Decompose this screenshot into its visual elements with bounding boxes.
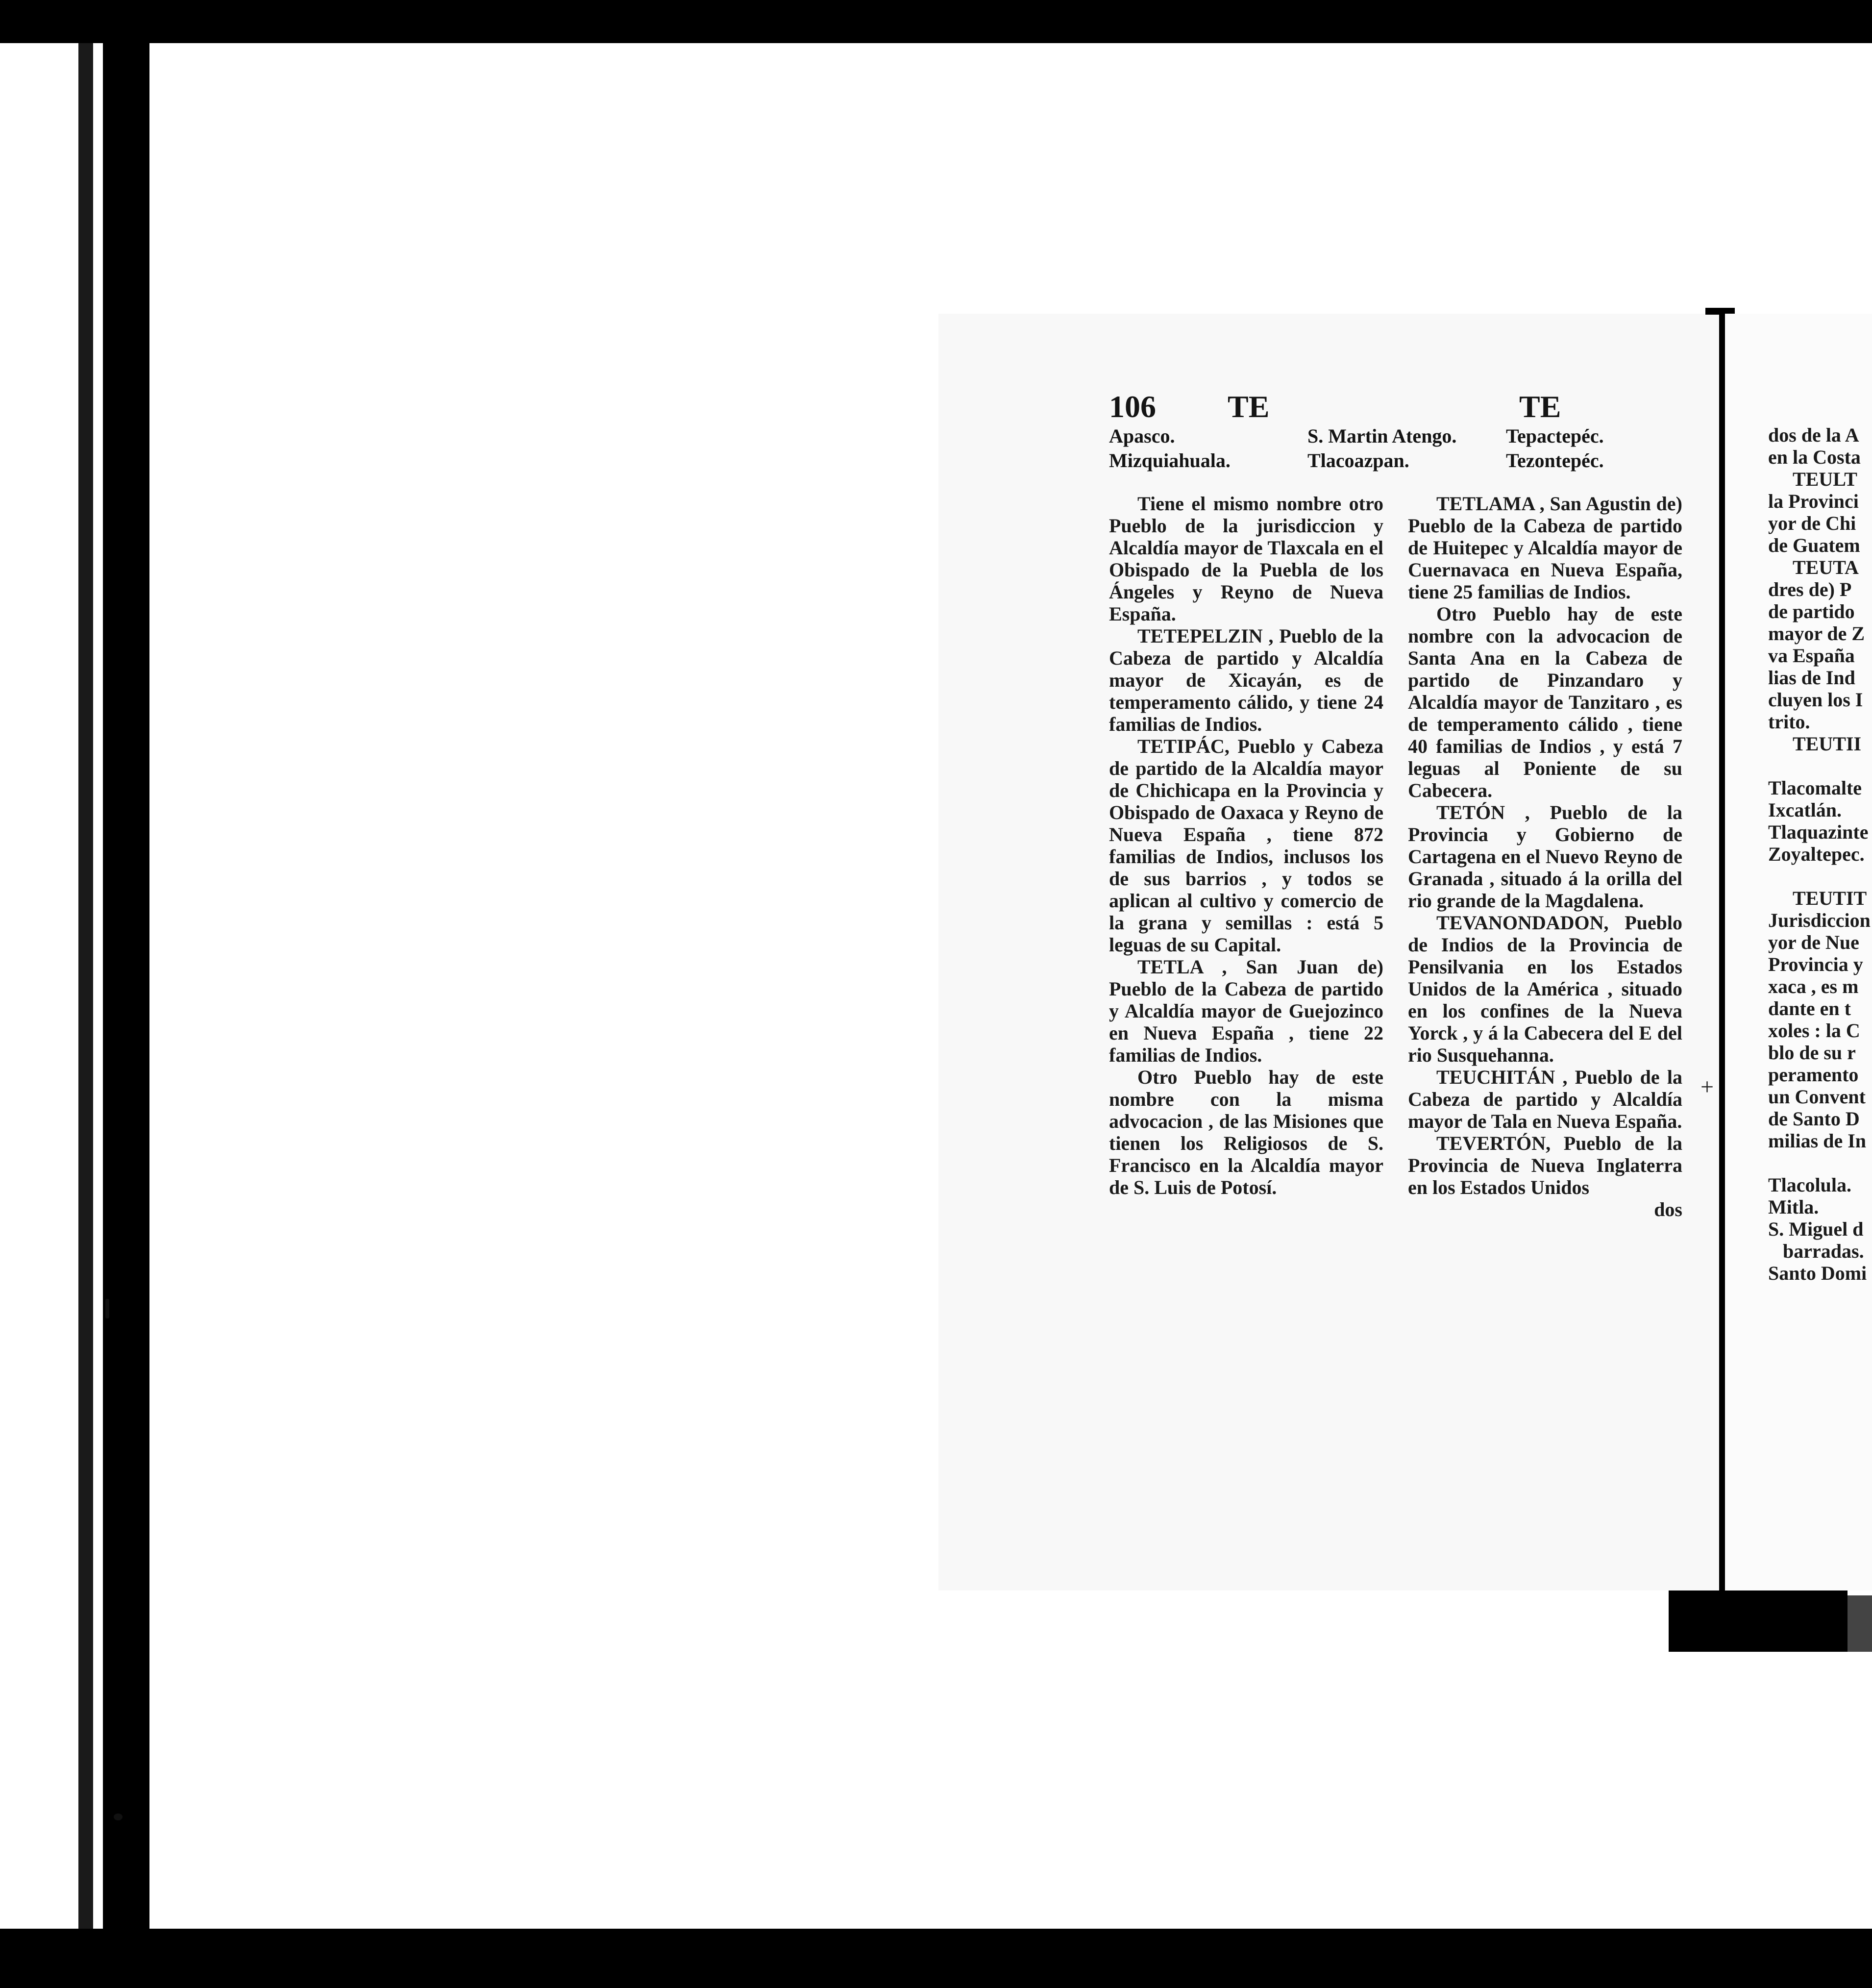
text-column-right: [1408, 493, 1682, 1220]
header-places-col3: [1506, 424, 1604, 473]
fragment-line: TEUTIT: [1793, 887, 1867, 909]
frame-top-border: [0, 0, 1872, 43]
fragment-line: xoles : la C: [1768, 1019, 1860, 1042]
fragment-line: lias de Ind: [1768, 667, 1855, 689]
catchword: dos: [1654, 1198, 1682, 1220]
fragment-line: dante en t: [1768, 997, 1851, 1019]
fragment-line: TEUTII: [1793, 733, 1862, 755]
frame-bottom-border: [0, 1929, 1872, 1988]
fragment-line: Tlacomalte: [1768, 777, 1862, 799]
entry-paragraph: TETIPÁC, Pueblo y Cabeza de partido de la Alcaldía mayor de Chichicapa en la Provincia y Obispado de Oaxaca y Reyno de Nueva España , tiene 872 familias de Indios, inclusos los de sus barrios , y todos se aplican al cultivo y comercio de la grana y semillas : está 5 leguas de su Capital.: [1109, 735, 1383, 956]
fragment-line: xaca , es m: [1768, 975, 1859, 997]
place-name: Tepactepéc.: [1506, 425, 1604, 447]
fragment-line: Provincia y: [1768, 953, 1863, 975]
place-name: Apasco.: [1109, 425, 1175, 447]
fragment-line: Jurisdiccion: [1768, 909, 1871, 931]
header-places-col1: [1109, 424, 1231, 473]
fragment-line: Tlaquazinte: [1768, 821, 1869, 843]
entry-paragraph: TETLA , San Juan de) Pueblo de la Cabeza de partido y Alcaldía mayor de Guejozinco en Nueva España , tiene 22 familias de Indios.: [1109, 956, 1383, 1066]
place-name: S. Martin Atengo.: [1307, 425, 1457, 447]
frame-left-edge: [78, 43, 93, 1929]
next-page-lines: [1768, 424, 1871, 1284]
margin-mark: +: [1700, 1074, 1714, 1100]
fragment-line: [1768, 755, 1871, 777]
running-head-left: TE: [1228, 389, 1270, 424]
fragment-line: de partido: [1768, 600, 1855, 622]
entry-paragraph: TETÓN , Pueblo de la Provincia y Gobierno de Cartagena en el Nuevo Reyno de Granada , situado á la orilla del rio grande de la Magdalena.: [1408, 801, 1682, 912]
fragment-line: de Guatem: [1768, 534, 1860, 556]
fragment-line: S. Miguel d: [1768, 1218, 1864, 1240]
header-places-col2: [1307, 424, 1456, 473]
fragment-line: TEULT: [1793, 468, 1857, 490]
fragment-line: Santo Domi: [1768, 1262, 1867, 1284]
fragment-line: de Santo D: [1768, 1108, 1860, 1130]
fragment-line: TEUTA: [1793, 556, 1859, 578]
entry-paragraph: TETLAMA , San Agustin de) Pueblo de la Cabeza de partido de Huitepec y Alcaldía mayor de Cuernavaca en Nueva España, tiene 25 familias de Indios.: [1408, 493, 1682, 603]
entry-paragraph: TEUCHITÁN , Pueblo de la Cabeza de partido y Alcaldía mayor de Tala en Nueva España.: [1408, 1066, 1682, 1132]
fragment-line: un Convent: [1768, 1086, 1866, 1108]
entry-paragraph: Tiene el mismo nombre otro Pueblo de la jurisdiccion y Alcaldía mayor de Tlaxcala en el Obispado de la Puebla de los Ángeles y Reyno de Nueva España.: [1109, 493, 1383, 625]
next-page-fragment: [1725, 314, 1872, 1590]
fragment-line: Zoyaltepec.: [1768, 843, 1865, 865]
fragment-line: Ixcatlán.: [1768, 799, 1842, 821]
place-name: Tlacoazpan.: [1307, 449, 1409, 472]
running-head-right: TE: [1519, 389, 1561, 424]
fragment-line: dos de la A: [1768, 424, 1859, 446]
running-head: [938, 387, 1723, 426]
fragment-line: Mitla.: [1768, 1196, 1819, 1218]
film-splice-block: [1669, 1590, 1847, 1652]
fragment-line: la Provinci: [1768, 490, 1859, 512]
fragment-line: trito.: [1768, 711, 1810, 733]
fragment-line: dres de) P: [1768, 578, 1852, 600]
fragment-line: va España: [1768, 645, 1855, 667]
book-page: [938, 314, 1723, 1590]
fragment-line: yor de Nue: [1768, 931, 1859, 953]
fragment-line: cluyen los I: [1768, 689, 1863, 711]
place-name: Mizquiahuala.: [1109, 449, 1231, 472]
fragment-line: milias de In: [1768, 1130, 1867, 1152]
fragment-line: Tlacolula.: [1768, 1174, 1852, 1196]
fragment-line: [1768, 865, 1871, 887]
entry-paragraph: TEVANONDADON, Pueblo de Indios de la Provincia de Pensilvania en los Estados Unidos de la América , situado en los confines de la Nueva Yorck , y á la Cabecera del E del rio Susquehanna.: [1408, 912, 1682, 1066]
film-splice-edge: [1847, 1595, 1872, 1652]
fragment-line: yor de Chi: [1768, 512, 1856, 534]
entry-paragraph: Otro Pueblo hay de este nombre con la advocacion de Santa Ana en la Cabeza de partido de Pinzandaro y Alcaldía mayor de Tanzitaro , es de temperamento cálido , tiene 40 familias de Indios , y está 7 leguas al Poniente de su Cabecera.: [1408, 603, 1682, 801]
fragment-line: barradas.: [1783, 1240, 1864, 1262]
fragment-line: peramento: [1768, 1064, 1859, 1086]
scan-speck: [114, 1814, 123, 1820]
entry-paragraph: Otro Pueblo hay de este nombre con la misma advocacion , de las Misiones que tienen los Religiosos de S. Francisco en la Alcaldía mayor de S. Luis de Potosí.: [1109, 1066, 1383, 1198]
entry-paragraph: TETEPELZIN , Pueblo de la Cabeza de partido y Alcaldía mayor de Xicayán, es de temperamento cálido, y tiene 24 familias de Indios.: [1109, 625, 1383, 735]
fragment-line: mayor de Z: [1768, 622, 1865, 645]
fragment-line: [1768, 1152, 1871, 1174]
place-name: Tezontepéc.: [1506, 449, 1604, 472]
frame-left-border: [103, 43, 149, 1929]
scan-speck: [105, 1299, 109, 1318]
text-column-left: [1109, 493, 1383, 1198]
entry-paragraph: TEVERTÓN, Pueblo de la Provincia de Nueva Inglaterra en los Estados Unidos: [1408, 1132, 1682, 1198]
page-number: 106: [1109, 389, 1156, 424]
fragment-line: blo de su r: [1768, 1042, 1856, 1064]
fragment-line: en la Costa: [1768, 446, 1861, 468]
